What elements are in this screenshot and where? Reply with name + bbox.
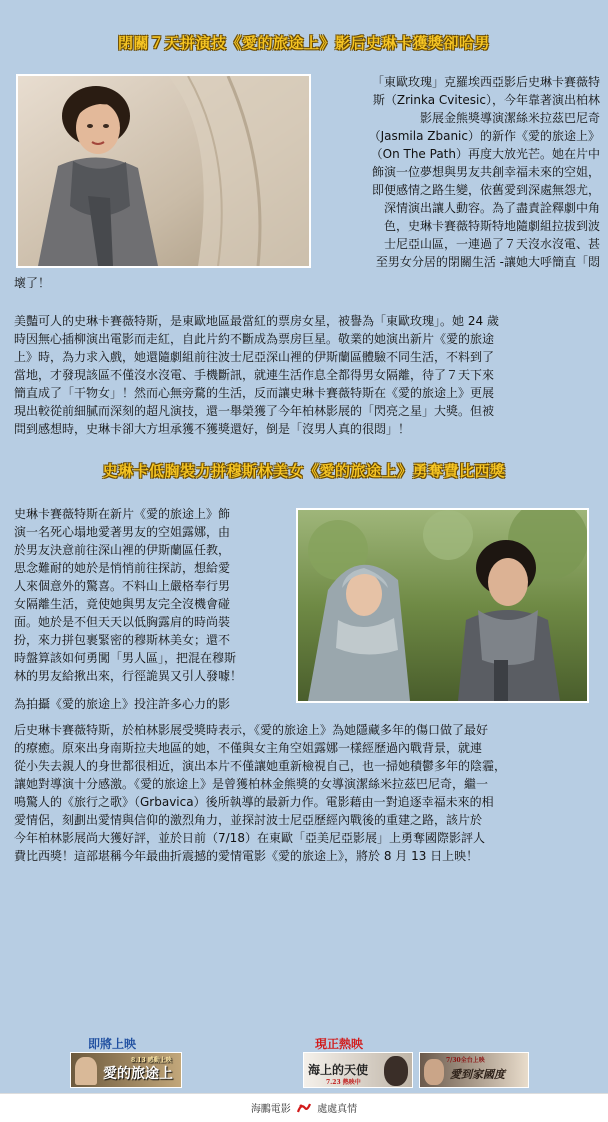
text-line: 女隔離生活，竟使她與男友完全沒機會碰 (14, 597, 231, 611)
text-line: 從小失去親人的身世都很相近，演出本片不僅讓她重新檢視自己，也一掃她積鬱多年的陰霾， (14, 759, 507, 773)
text-line: 鳴驚人的《旅行之歌》（Grbavica）後所執導的最新力作。電影藉由一對追逐幸福未來的相 (14, 795, 494, 809)
text-line: 問到感想時，史琳卡卻大方坦承獲不獲獎還好，倒是「沒男人真的很悶」！ (14, 422, 411, 436)
text-line: 今年柏林影展尚大獲好評，並於日前（7/18）在東歐「亞美尼亞影展」上勇奪國際影評人 (14, 831, 485, 845)
text-line: 演一名死心塌地愛著男友的空姐露娜，由 (14, 525, 231, 539)
coming-soon-thumb-caption: 8.13 感動上映 (131, 1057, 172, 1064)
text-line: 費比西獎！這部堪稱今年最曲折震撼的愛情電影《愛的旅途上》，將於 8 月 13 日上映！ (14, 849, 479, 863)
article2-photo (296, 508, 589, 703)
two-women-image (298, 510, 587, 701)
now-showing-thumb-1[interactable] (303, 1052, 413, 1088)
article1-photo (16, 74, 311, 268)
coming-soon-thumb[interactable] (70, 1052, 182, 1088)
text-line: 飾演一位夢想與男友共創幸福未來的空姐， (371, 165, 600, 179)
text-line: 扮，來力拼包裹緊密的穆斯林美女；還不 (14, 633, 231, 647)
now-showing-thumb2-title: 愛到家國度 (450, 1068, 505, 1081)
footer-brand: 海鵬電影 (250, 1104, 291, 1115)
text-line: 面。她於是不但天天以低胸露肩的時尚裝 (14, 615, 231, 629)
text-line: 至男女分居的閉關生活 -讓她大呼簡直「悶 (375, 255, 600, 269)
text-line: 人來個意外的驚喜。不料山上嚴格奉行男 (14, 579, 231, 593)
footer (0, 1093, 608, 1122)
text-line: 時盤算該如何勇闖「男人區」，把混在穆斯 (14, 651, 237, 665)
text-line: 林的男友給揪出來，行徑詭異又引人發噱！ (14, 669, 243, 683)
poster-figure-icon (424, 1059, 444, 1085)
text-line: 美豔可人的史琳卡賽薇特斯，是東歐地區最當紅的票房女星，被譽為「東歐玫瑰」。她 24 歲 (14, 314, 499, 328)
article1-paragraph2 (14, 312, 596, 438)
now-showing-label: 現正熱映 (315, 1037, 364, 1051)
coming-soon-thumb-title: 愛的旅途上 (103, 1066, 173, 1082)
text-line: 上》時，為力求入戲，她還隨劇組前往波士尼亞深山裡的伊斯蘭區體驗不同生活，不料到了 (14, 350, 495, 364)
now-showing-thumb-2[interactable] (419, 1052, 529, 1088)
text-line: 思念難耐的她於是悄悄前往探訪，想給愛 (14, 561, 231, 575)
text-line: 影展金熊獎導演潔絲米拉茲巴尼奇 (419, 111, 600, 125)
article1-intro-text (318, 73, 600, 271)
text-line: 深情演出讓人動容。為了盡責詮釋劇中角 (383, 201, 600, 215)
text-line: 「東歐玫瑰」克羅埃西亞影后史琳卡賽薇特 (371, 75, 600, 89)
poster-figure-icon (75, 1057, 97, 1085)
text-line: 色，史琳卡賽薇特斯特地隨劇組拉拔到波 (383, 219, 600, 233)
footer-logo-icon (297, 1102, 311, 1114)
text-line: （Jasmila Zbanic）的新作《愛的旅途上》 (368, 129, 600, 143)
now-showing-thumb1-title: 海上的天使 (308, 1063, 369, 1077)
text-line: 士尼亞山區，一連過了７天沒水沒電、甚 (383, 237, 600, 251)
text-line: 時因無心插柳演出電影而走紅，自此片約不斷成為票房巨星。敬業的她演出新片《愛的旅途 (14, 332, 495, 346)
text-line: 史琳卡賽薇特斯在新片《愛的旅途上》飾 (14, 507, 231, 521)
text-line: 簡直成了「干物女」！然而心無旁騖的生活，反而讓史琳卡賽薇特斯在《愛的旅途上》更展 (14, 386, 495, 400)
now-showing-thumb2-caption: 7/30全台上映 (446, 1057, 485, 1064)
article2-title: 史琳卡低胸裝力拼穆斯林美女《愛的旅途上》勇奪費比西獎 (102, 462, 506, 480)
article2-intro-text (14, 505, 290, 713)
text-line: 讓她對導演十分感激。《愛的旅途上》是曾獲柏林金熊獎的女導演潔絲米拉茲巴尼奇，繼一 (14, 777, 489, 791)
text-line: 愛情侶，刻劃出愛情與信仰的激烈角力，並探討波士尼亞歷經內戰後的重建之路，該片於 (14, 813, 483, 827)
article1-title: 閉關７天拼演技《愛的旅途上》影后史琳卡獲獎卻哈男 (117, 34, 490, 52)
text-line: 斯（Zrinka Cvitesic），今年靠著演出柏林 (372, 93, 600, 107)
article1-continue-line: 壞了！ (14, 276, 51, 290)
article2-paragraph2 (14, 721, 596, 865)
text-line: 為拍攝《愛的旅途上》投注許多心力的影 (14, 697, 231, 711)
actress-scarf-image (18, 76, 309, 266)
now-showing-thumb1-caption: 7.23 熱映中 (326, 1079, 361, 1086)
text-line: 於男友決意前往深山裡的伊斯蘭區任教， (14, 543, 231, 557)
text-line: 的療癒。原來出身南斯拉夫地區的她，不僅與女主角空姐露娜一樣經歷過內戰背景，就連 (14, 741, 483, 755)
text-line: 當地，才發現該區不僅沒水沒電、手機斷訊，就連生活作息全都得男女隔離，待了７天下來 (14, 368, 495, 382)
coming-soon-label: 即將上映 (88, 1037, 137, 1051)
poster-figure-icon (384, 1056, 408, 1086)
text-line: （On The Path）再度大放光芒。她在片中 (370, 147, 600, 161)
text-line: 后史琳卡賽薇特斯，於柏林影展受獎時表示，《愛的旅途上》為她隱藏多年的傷口做了最好 (14, 723, 489, 737)
text-line: 即便感情之路生變，依舊愛到深處無怨尤， (371, 183, 600, 197)
footer-slogan: 處處真情 (317, 1104, 358, 1115)
text-line: 現出較從前細膩而深刻的超凡演技，還一舉榮獲了今年柏林影展的「閃亮之星」大獎。但被 (14, 404, 495, 418)
